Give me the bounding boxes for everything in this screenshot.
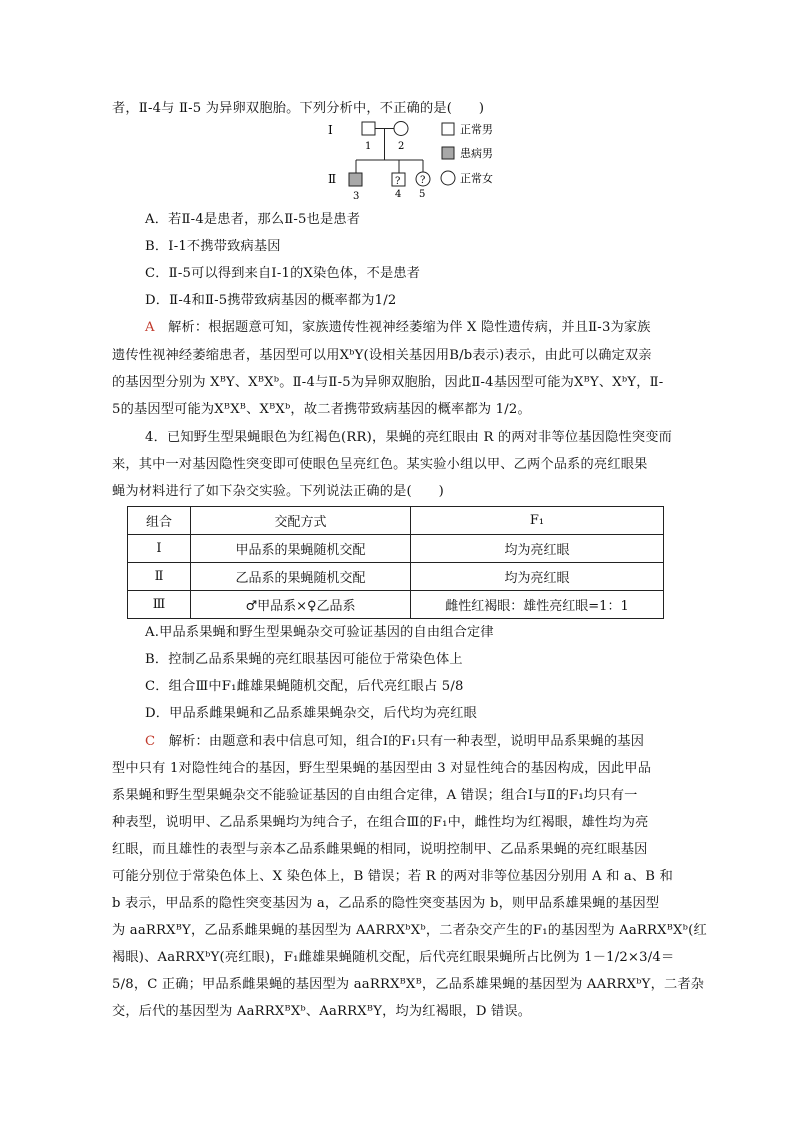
q4-analysis-line-11: 交，后代的基因型为 AaRRXᴮXᵇ、AaRRXᴮY，均为红褐眼，D 错误。 xyxy=(112,1004,532,1019)
table-cell: Ⅰ xyxy=(128,535,191,563)
legend-normal-female-icon xyxy=(441,171,455,185)
q4-option-a: A.甲品系果蝇和野生型果蝇杂交可验证基因的自由组合定律 xyxy=(145,625,494,640)
table-row xyxy=(128,591,664,619)
table-cell: 均为亮红眼 xyxy=(411,535,664,563)
q3-analysis-line-4: 5的基因型可能为XᴮXᴮ、XᴮXᵇ，故二者携带致病基因的概率都为 1/2。 xyxy=(112,402,531,417)
q4-stem-line-2: 来，其中一对基因隐性突变即可使眼色呈亮红色。某实验小组以甲、乙两个品系的亮红眼果 xyxy=(112,457,648,472)
q3-analysis-line-3: 的基因型分别为 XᴮY、XᴮXᵇ。Ⅱ-4与Ⅱ-5为异卵双胞胎，因此Ⅱ-4基因型可能为XᴮY、XᵇY，Ⅱ- xyxy=(112,375,664,390)
pedigree-num-5: 5 xyxy=(419,189,426,200)
q4-analysis-line-2: 型中只有 1对隐性纯合的基因，野生型果蝇的基因型由 3 对显性纯合的基因构成，因此甲品 xyxy=(112,761,652,776)
pedigree-I2-normal-female xyxy=(394,122,408,136)
table-cell: 均为亮红眼 xyxy=(411,563,664,591)
q3-analysis-line-2: 遗传性视神经萎缩患者，基因型可以用XᵇY(设相关基因用B/b表示)表示，由此可以确定双亲 xyxy=(112,348,652,363)
table-header-cell: 组合 xyxy=(128,507,191,535)
q4-analysis-line-6: 可能分别位于常染色体上、X 染色体上，B 错误；若 R 的两对非等位基因分别用 A 和 a、B 和 xyxy=(112,869,673,884)
table-cell: Ⅱ xyxy=(128,563,191,591)
q3-answer-letter: A xyxy=(145,320,155,335)
pedigree-num-4: 4 xyxy=(395,189,402,200)
legend-affected-male-icon xyxy=(442,147,454,159)
legend-normal-male-label: 正常男 xyxy=(460,123,493,136)
gen2-label: Ⅱ xyxy=(328,172,337,186)
q4-analysis-line-4: 种表型，说明甲、乙品系果蝇均为纯合子，在组合Ⅲ的F₁中，雌性均为红褐眼，雄性均为亮 xyxy=(112,815,649,830)
pedigree-I1-normal-male xyxy=(362,122,375,135)
pedigree-num-2: 2 xyxy=(398,141,405,152)
q4-analysis-line-7: b 表示，甲品系的隐性突变基因为 a，乙品系的隐性突变基因为 b，则甲品系雄果蝇的基因型 xyxy=(112,896,660,911)
q4-stem-line-3: 蝇为材料进行了如下杂交实验。下列说法正确的是( ) xyxy=(112,484,444,499)
pedigree-II4-qmark: ? xyxy=(395,176,401,187)
q3-option-d: D．Ⅱ-4和Ⅱ-5携带致病基因的概率都为1/2 xyxy=(145,293,397,308)
table-header-cell: F₁ xyxy=(411,507,664,535)
q3-option-b: B．Ⅰ-1不携带致病基因 xyxy=(145,239,281,254)
q3-option-a: A．若Ⅱ-4是患者，那么Ⅱ-5也是患者 xyxy=(145,212,361,227)
table-cell: 甲品系的果蝇随机交配 xyxy=(191,535,411,563)
table-header-row xyxy=(128,507,664,535)
q4-analysis-line-1 xyxy=(145,730,644,749)
q4-answer-letter: C xyxy=(145,734,156,749)
pedigree-num-3: 3 xyxy=(353,191,360,202)
legend-normal-male-icon xyxy=(442,123,454,135)
cross-table xyxy=(127,506,664,619)
q4-analysis-line-9: 褐眼)、AaRRXᵇY(亮红眼)，F₁雌雄果蝇随机交配，后代亮红眼果蝇所占比例为 1－1/2×3/4＝ xyxy=(112,950,675,965)
q4-option-c: C．组合Ⅲ中F₁雌雄果蝇随机交配，后代亮红眼占 5/8 xyxy=(145,679,464,694)
q3-analysis-line-1 xyxy=(145,316,651,335)
pedigree-diagram xyxy=(320,117,520,202)
pedigree-II5-qmark: ? xyxy=(420,175,426,186)
table-header-cell: 交配方式 xyxy=(191,507,411,535)
q4-analysis-line-5: 红眼，而且雄性的表型与亲本乙品系雌果蝇的相同，说明控制甲、乙品系果蝇的亮红眼基因 xyxy=(112,842,648,857)
q4-analysis-line-3: 系果蝇和野生型果蝇杂交不能验证基因的自由组合定律，A 错误；组合Ⅰ与Ⅱ的F₁均只有一 xyxy=(112,788,638,803)
table-cell: 雌性红褐眼：雄性亮红眼=1：1 xyxy=(411,591,664,619)
q3-analysis-text-1: 解析：根据题意可知，家族遗传性视神经萎缩为伴 X 隐性遗传病，并且Ⅱ-3为家族 xyxy=(168,320,651,335)
table-row xyxy=(128,535,664,563)
table-cell: ♂甲品系×♀乙品系 xyxy=(191,591,411,619)
q4-analysis-text-1: 解析：由题意和表中信息可知，组合Ⅰ的F₁只有一种表型，说明甲品系果蝇的基因 xyxy=(168,734,645,749)
table-cell: Ⅲ xyxy=(128,591,191,619)
q4-analysis-line-10: 5/8，C 正确；甲品系雌果蝇的基因型为 aaRRXᴮXᴮ，乙品系雄果蝇的基因型为 AARRXᵇY，二者杂 xyxy=(112,977,705,992)
legend-affected-male-label: 患病男 xyxy=(460,147,493,160)
q3-option-c: C．Ⅱ-5可以得到来自Ⅰ-1的X染色体，不是患者 xyxy=(145,266,421,281)
q4-stem-line-1: 4．已知野生型果蝇眼色为红褐色(RR)，果蝇的亮红眼由 R 的两对非等位基因隐性突变而 xyxy=(145,430,673,445)
gen1-label: Ⅰ xyxy=(328,123,333,137)
q4-option-d: D．甲品系雌果蝇和乙品系雄果蝇杂交，后代均为亮红眼 xyxy=(145,706,478,721)
q4-analysis-line-8: 为 aaRRXᴮY，乙品系雌果蝇的基因型为 AARRXᵇXᵇ，二者杂交产生的F₁的基因型为 AaRRXᴮXᵇ(红 xyxy=(112,923,707,938)
table-row xyxy=(128,563,664,591)
pedigree-num-1: 1 xyxy=(365,141,372,152)
q4-option-b: B．控制乙品系果蝇的亮红眼基因可能位于常染色体上 xyxy=(145,652,463,667)
legend-normal-female-label: 正常女 xyxy=(460,172,493,185)
q3-stem-line: 者，Ⅱ-4与 Ⅱ-5 为异卵双胞胎。下列分析中，不正确的是( ) xyxy=(112,101,485,116)
table-cell: 乙品系的果蝇随机交配 xyxy=(191,563,411,591)
pedigree-II3-affected-male xyxy=(349,173,362,186)
